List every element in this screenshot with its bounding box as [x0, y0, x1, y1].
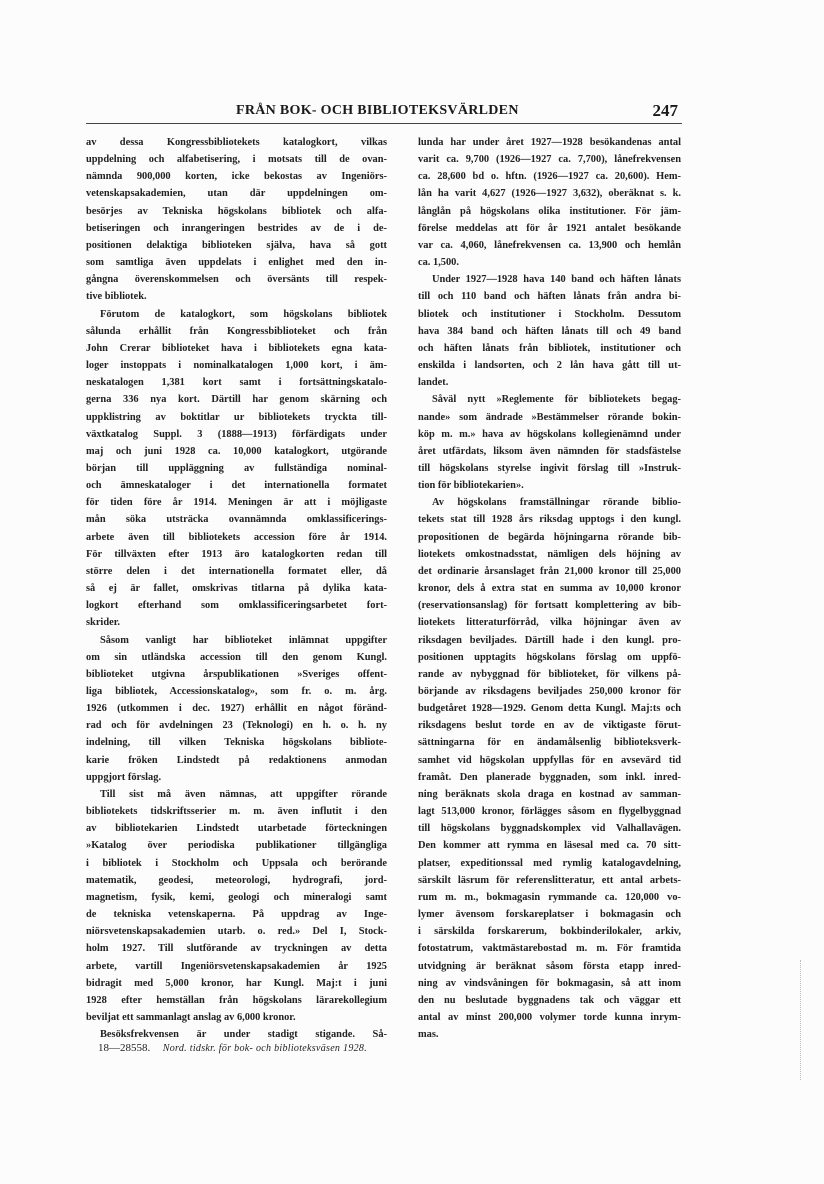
text-line: framåt. Den planerade byggnaden, som inkl. inred- [418, 771, 681, 783]
text-line: matematik, geodesi, meteorologi, hydrografi, jord- [86, 874, 387, 886]
text-line: tekets stat till 1928 års riksdag upptogs i den kungl. [418, 514, 681, 526]
text-line: liotekets omkostnadsstat, nämligen dels höjning av [418, 548, 681, 560]
text-line: 1926 (utkommen i dec. 1927) erhållit en något föränd- [86, 703, 387, 715]
text-line: lymer ävensom forskareplatser i bokmagasin och [418, 909, 681, 921]
text-line: gerna 336 nya kort. Därtill har genom skärning och [86, 394, 387, 406]
text-line: besörjes av Tekniska högskolans bibliotek och alfa- [86, 205, 387, 217]
text-line: Den kommer att rymma en läsesal med ca. 70 sitt- [418, 840, 681, 852]
text-line: i bibliotek i Stockholm och Uppsala och berörande [86, 857, 387, 869]
text-line: och ämneskataloger i det internationella formatet [86, 480, 387, 492]
text-line: lunda har under året 1927—1928 besökandenas antal [418, 137, 681, 148]
text-line: till högskolans byggnadskomplex vid Valhallavägen. [418, 823, 681, 835]
text-line: mas. [418, 1029, 439, 1041]
text-line: till och 110 band och häften lånats från andra bi- [418, 291, 681, 303]
text-line: propositionen de begärda höjningarna rörande bib- [418, 531, 681, 543]
text-line: Under 1927—1928 hava 140 band och häften lånats [432, 274, 681, 286]
text-line: positionen delaktiga biblioteken själva, hava så gott [86, 239, 387, 251]
text-line: hava 384 band och häften lånats till och 49 band [418, 325, 681, 337]
text-line: för tiden före år 1914. Meningen är att i möjligaste [86, 497, 387, 509]
text-line: liotekets litteraturförråd, vilka höjningar även av [418, 617, 681, 629]
text-line: niörsvetenskapsakademien utarb. o. red.» Del I, Stock- [86, 926, 387, 938]
text-line: logkort efterhand som omklassificeringsarbetet fort- [86, 600, 387, 612]
text-line: Av högskolans framställningar rörande biblio- [432, 497, 681, 509]
text-line: ning beräknats skola draga en kostnad av samman- [418, 788, 681, 800]
text-line: förelse meddelas att för år 1921 antalet besökande [418, 222, 681, 234]
text-line: samhet vid högskolan uppfyllas för en avsevärd tid [418, 754, 681, 766]
text-line: i särskilda forskarerum, bokbinderilokaler, arkiv, [418, 926, 681, 938]
text-line: rum m. m., bokmagasin rymmande ca. 120,000 vo- [418, 891, 681, 903]
text-line: av dessa Kongressbibliotekets katalogkort, vilkas [86, 137, 387, 148]
page-number: 247 [652, 101, 678, 120]
text-line: vetenskapsakademien, utan där uppdelningen om- [86, 188, 387, 200]
text-line: uppdelning och alfabetisering, i motsats till de ovan- [86, 154, 387, 166]
text-line: För tillväxten efter 1913 äro katalogkorten redan till [86, 548, 387, 560]
text-line: tive bibliotek. [86, 291, 147, 303]
text-line: kronor, dels å extra stat en summa av 10,000 kronor [418, 583, 681, 595]
text-line: de tekniska vetenskaperna. På uppdrag av Inge- [86, 909, 387, 921]
text-line: liga bibliotek, Accessionskatalog», som fr. o. m. årg. [86, 686, 387, 697]
running-header [86, 101, 682, 124]
text-line: lagt 513,000 kronor, förlägges såsom en flygelbyggnad [418, 806, 681, 818]
text-line: indelning, till vilken Tekniska högskolans bibliote- [86, 737, 387, 749]
text-line: ca. 28,600 bd o. hftn. (1926—1927 ca. 20,600). Hem- [418, 171, 681, 183]
text-line: Såsom vanligt har biblioteket inlämnat uppgifter [100, 634, 387, 646]
text-line: så ej är fallet, omskrivas titlarna på dylika kata- [86, 583, 387, 595]
text-line: 1928 efter hemställan från högskolans lärarekollegium [86, 994, 387, 1006]
text-line: större delen i det internationella formatet eller, då [86, 565, 387, 577]
text-line: neskatalogen 1,381 kort samt i fortsättningskatalo- [86, 377, 387, 389]
printer-signature: 18—28558. [98, 1042, 151, 1054]
journal-citation: Nord. tidskr. för bok- och biblioteksväsen 1928. [162, 1043, 368, 1054]
text-line: landet. [418, 377, 449, 389]
text-line: året utfärdats, liksom även nämnden för stadsfästelse [418, 445, 681, 457]
text-line: beviljat ett sammanlagt anslag av 6,000 kronor. [86, 1011, 296, 1023]
text-line: uppklistring av boktitlar ur bibliotekets tryckta till- [86, 411, 387, 423]
text-line: (reservationsanslag) för fortsatt komplettering av bib- [418, 600, 681, 612]
text-line: Till sist må även nämnas, att uppgifter rörande [100, 788, 387, 800]
page-footer [98, 1042, 367, 1054]
text-line: Förutom de katalogkort, som högskolans bibliotek [100, 308, 387, 320]
text-line: arbete även till bibliotekets accession före år 1914. [86, 531, 387, 543]
text-line: biblioteket utgivna årspublikationen »Sveriges offent- [86, 668, 387, 680]
text-line: varit ca. 9,700 (1926—1927 ca. 7,700), lånefrekvensen [418, 154, 681, 166]
text-line: magnetism, fysik, kemi, geologi och mineralogi samt [86, 891, 387, 903]
text-line: och häften lånats från bibliotek, institutioner och [418, 342, 681, 354]
text-line: bibliotekets tidskriftsserier m. m. även influtit i den [86, 806, 387, 818]
text-line: sättningarna för en ändamålsenlig biblioteksverk- [418, 737, 681, 749]
text-line: karie fröken Lindstedt på redaktionens anmodan [86, 754, 387, 766]
text-line: början till uppläggning av fullständiga nominal- [86, 462, 387, 474]
text-line: antal av minst 200,000 volymer torde kunna inrym- [418, 1011, 681, 1023]
text-line: nämnda 900,000 korten, icke bekostas av Ingeniörs- [86, 171, 387, 183]
text-line: nande» som ändrade »Bestämmelser rörande bokin- [418, 411, 681, 423]
text-line: bidragit med 5,000 kronor, har Kungl. Maj:t i juni [86, 977, 387, 989]
text-line: Besöksfrekvensen är under stadigt stigande. Så- [100, 1029, 387, 1041]
left-column [86, 134, 387, 1043]
text-line: Såväl nytt »Reglemente för bibliotekets begag- [432, 394, 681, 406]
text-line: maj och juni 1928 ca. 10,000 katalogkort, utgörande [86, 445, 387, 457]
text-line: mån söka utsträcka ovannämnda omklassificerings- [86, 514, 387, 526]
text-line: gångna överenskommelsen och översänts till respek- [86, 274, 387, 286]
text-line: sålunda erhållit från Kongressbiblioteket och från [86, 325, 387, 337]
running-title: FRÅN BOK- OCH BIBLIOTEKSVÄRLDEN [236, 103, 519, 118]
text-line: bliotek och institutioner i Stockholm. Dessutom [418, 308, 681, 320]
text-line: betiseringen och inrangeringen bestrides av de i de- [86, 222, 387, 234]
text-line: »Katalog över periodiska publikationer tillgängliga [86, 840, 387, 852]
text-line: platser, expeditionssal med rymlig katalogavdelning, [418, 857, 681, 869]
text-line: rad och för avdelningen 23 (Teknologi) en h. o. h. ny [86, 720, 387, 732]
text-line: riksdagens beslut torde en av de viktigaste förut- [418, 720, 681, 732]
text-line: av bibliotekarien Lindstedt utarbetade förteckningen [86, 823, 387, 835]
text-line: skrider. [86, 617, 120, 629]
text-line: som samtliga även uppdelats i enlighet med den in- [86, 257, 387, 269]
text-line: börjande av riksdagens beviljades 250,000 kronor för [418, 686, 681, 697]
text-line: tion för bibliotekarien». [418, 480, 524, 492]
text-line: riksdagen beviljades. Därtill hade i den kungl. pro- [418, 634, 681, 646]
text-line: lån ha varit 4,627 (1926—1927 3,632), oberäknat s. k. [418, 188, 681, 200]
text-line: uppgjort förslag. [86, 771, 162, 783]
text-line: holm 1927. Till slutförande av tryckningen av detta [86, 943, 387, 955]
text-line: ca. 1,500. [418, 257, 459, 269]
text-line: växtkatalog Suppl. 3 (1888—1913) förfärdigats under [86, 428, 387, 440]
right-column [418, 134, 681, 1043]
text-line: John Crerar biblioteket hava i bibliotekets egna kata- [86, 342, 387, 354]
text-line: fotostatrum, vaktmästarebostad m. m. För framtida [418, 943, 681, 955]
text-line: arbete, vartill Ingeniörsvetenskapsakademien år 1925 [86, 960, 387, 972]
text-line: den nu beslutade byggnadens tak och väggar ett [418, 994, 681, 1006]
scan-edge-artifact [800, 960, 803, 1080]
text-line: enskilda i landsorten, och 2 lån hava gått till ut- [418, 360, 681, 372]
text-line: särskilt läsrum för referenslitteratur, ett antal arbets- [418, 874, 681, 886]
text-line: långlån på högskolans olika institutioner. För jäm- [418, 205, 681, 217]
text-line: rande av nybyggnad för biblioteket, för vilkens på- [418, 668, 681, 680]
text-line: det ordinarie årsanslaget från 21,000 kronor till 25,000 [418, 565, 681, 577]
text-line: positionen upptagits högskolans förslag om uppfö- [418, 651, 681, 663]
text-line: köp m. m.» hava av högskolans kollegienämnd under [418, 428, 681, 440]
text-line: ning av vindsvåningen för bokmagasin, så att inom [418, 977, 681, 989]
text-line: budgetåret 1928—1929. Genom detta Kungl. Maj:ts och [418, 703, 681, 715]
text-line: loger instoppats i nominalkatalogen 1,000 kort, i äm- [86, 360, 387, 372]
text-line: utvidgning är beräknat såsom första etapp inred- [418, 960, 681, 972]
text-line: om sin utländska accession till den genom Kungl. [86, 651, 387, 663]
text-line: var ca. 4,060, lånefrekvensen ca. 13,900 och hemlån [418, 239, 681, 251]
text-line: till högskolans styrelse ingivit förslag till »Instruk- [418, 462, 681, 474]
